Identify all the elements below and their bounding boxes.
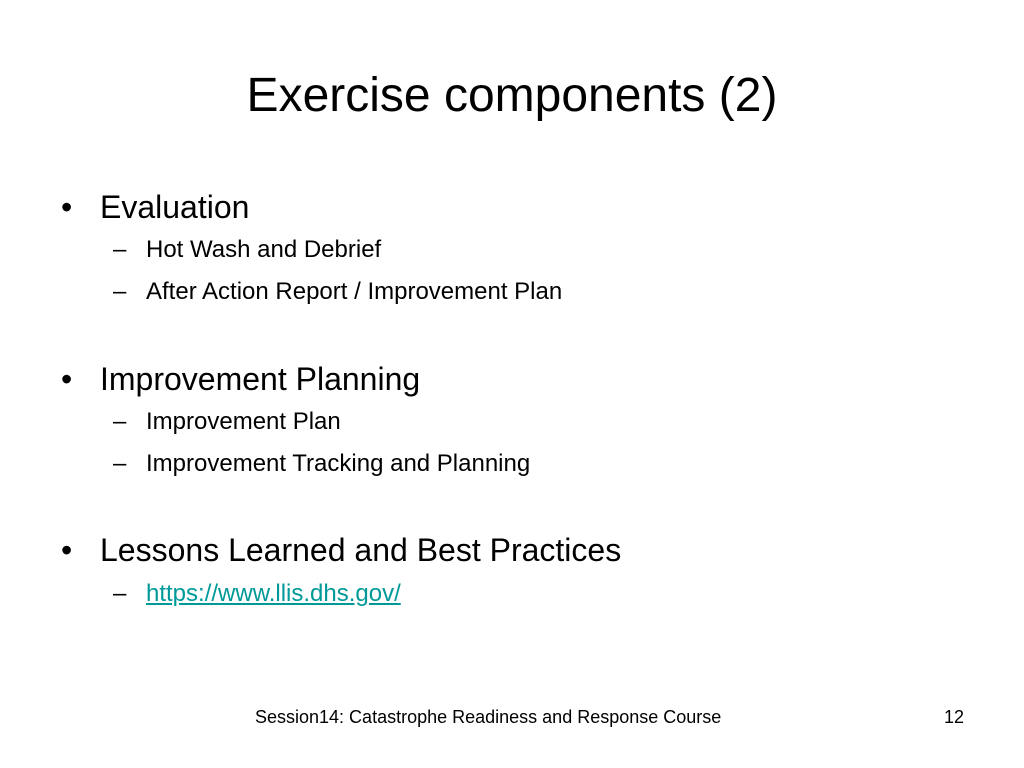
dash-marker: – [113, 450, 127, 477]
bullet-marker: • [61, 361, 73, 397]
bullet-heading: Lessons Learned and Best Practices [100, 532, 622, 568]
llis-link[interactable]: https://www.llis.dhs.gov/ [146, 580, 401, 607]
dash-marker: – [113, 408, 127, 435]
slide-footer: Session14: Catastrophe Readiness and Response Course [255, 707, 722, 727]
sub-bullet-text: Hot Wash and Debrief [146, 236, 382, 263]
sub-bullet-text: After Action Report / Improvement Plan [146, 278, 563, 305]
slide-title: Exercise components (2) [246, 69, 778, 122]
slide-number: 12 [943, 707, 964, 727]
dash-marker: – [113, 236, 127, 263]
dash-marker: – [113, 278, 127, 305]
bullet-heading: Improvement Planning [100, 361, 421, 397]
bullet-marker: • [61, 532, 73, 568]
sub-bullet-text: Improvement Plan [146, 408, 341, 435]
sub-bullet-text: Improvement Tracking and Planning [146, 450, 531, 477]
bullet-marker: • [61, 189, 73, 225]
bullet-heading: Evaluation [100, 189, 250, 225]
dash-marker: – [113, 580, 127, 607]
